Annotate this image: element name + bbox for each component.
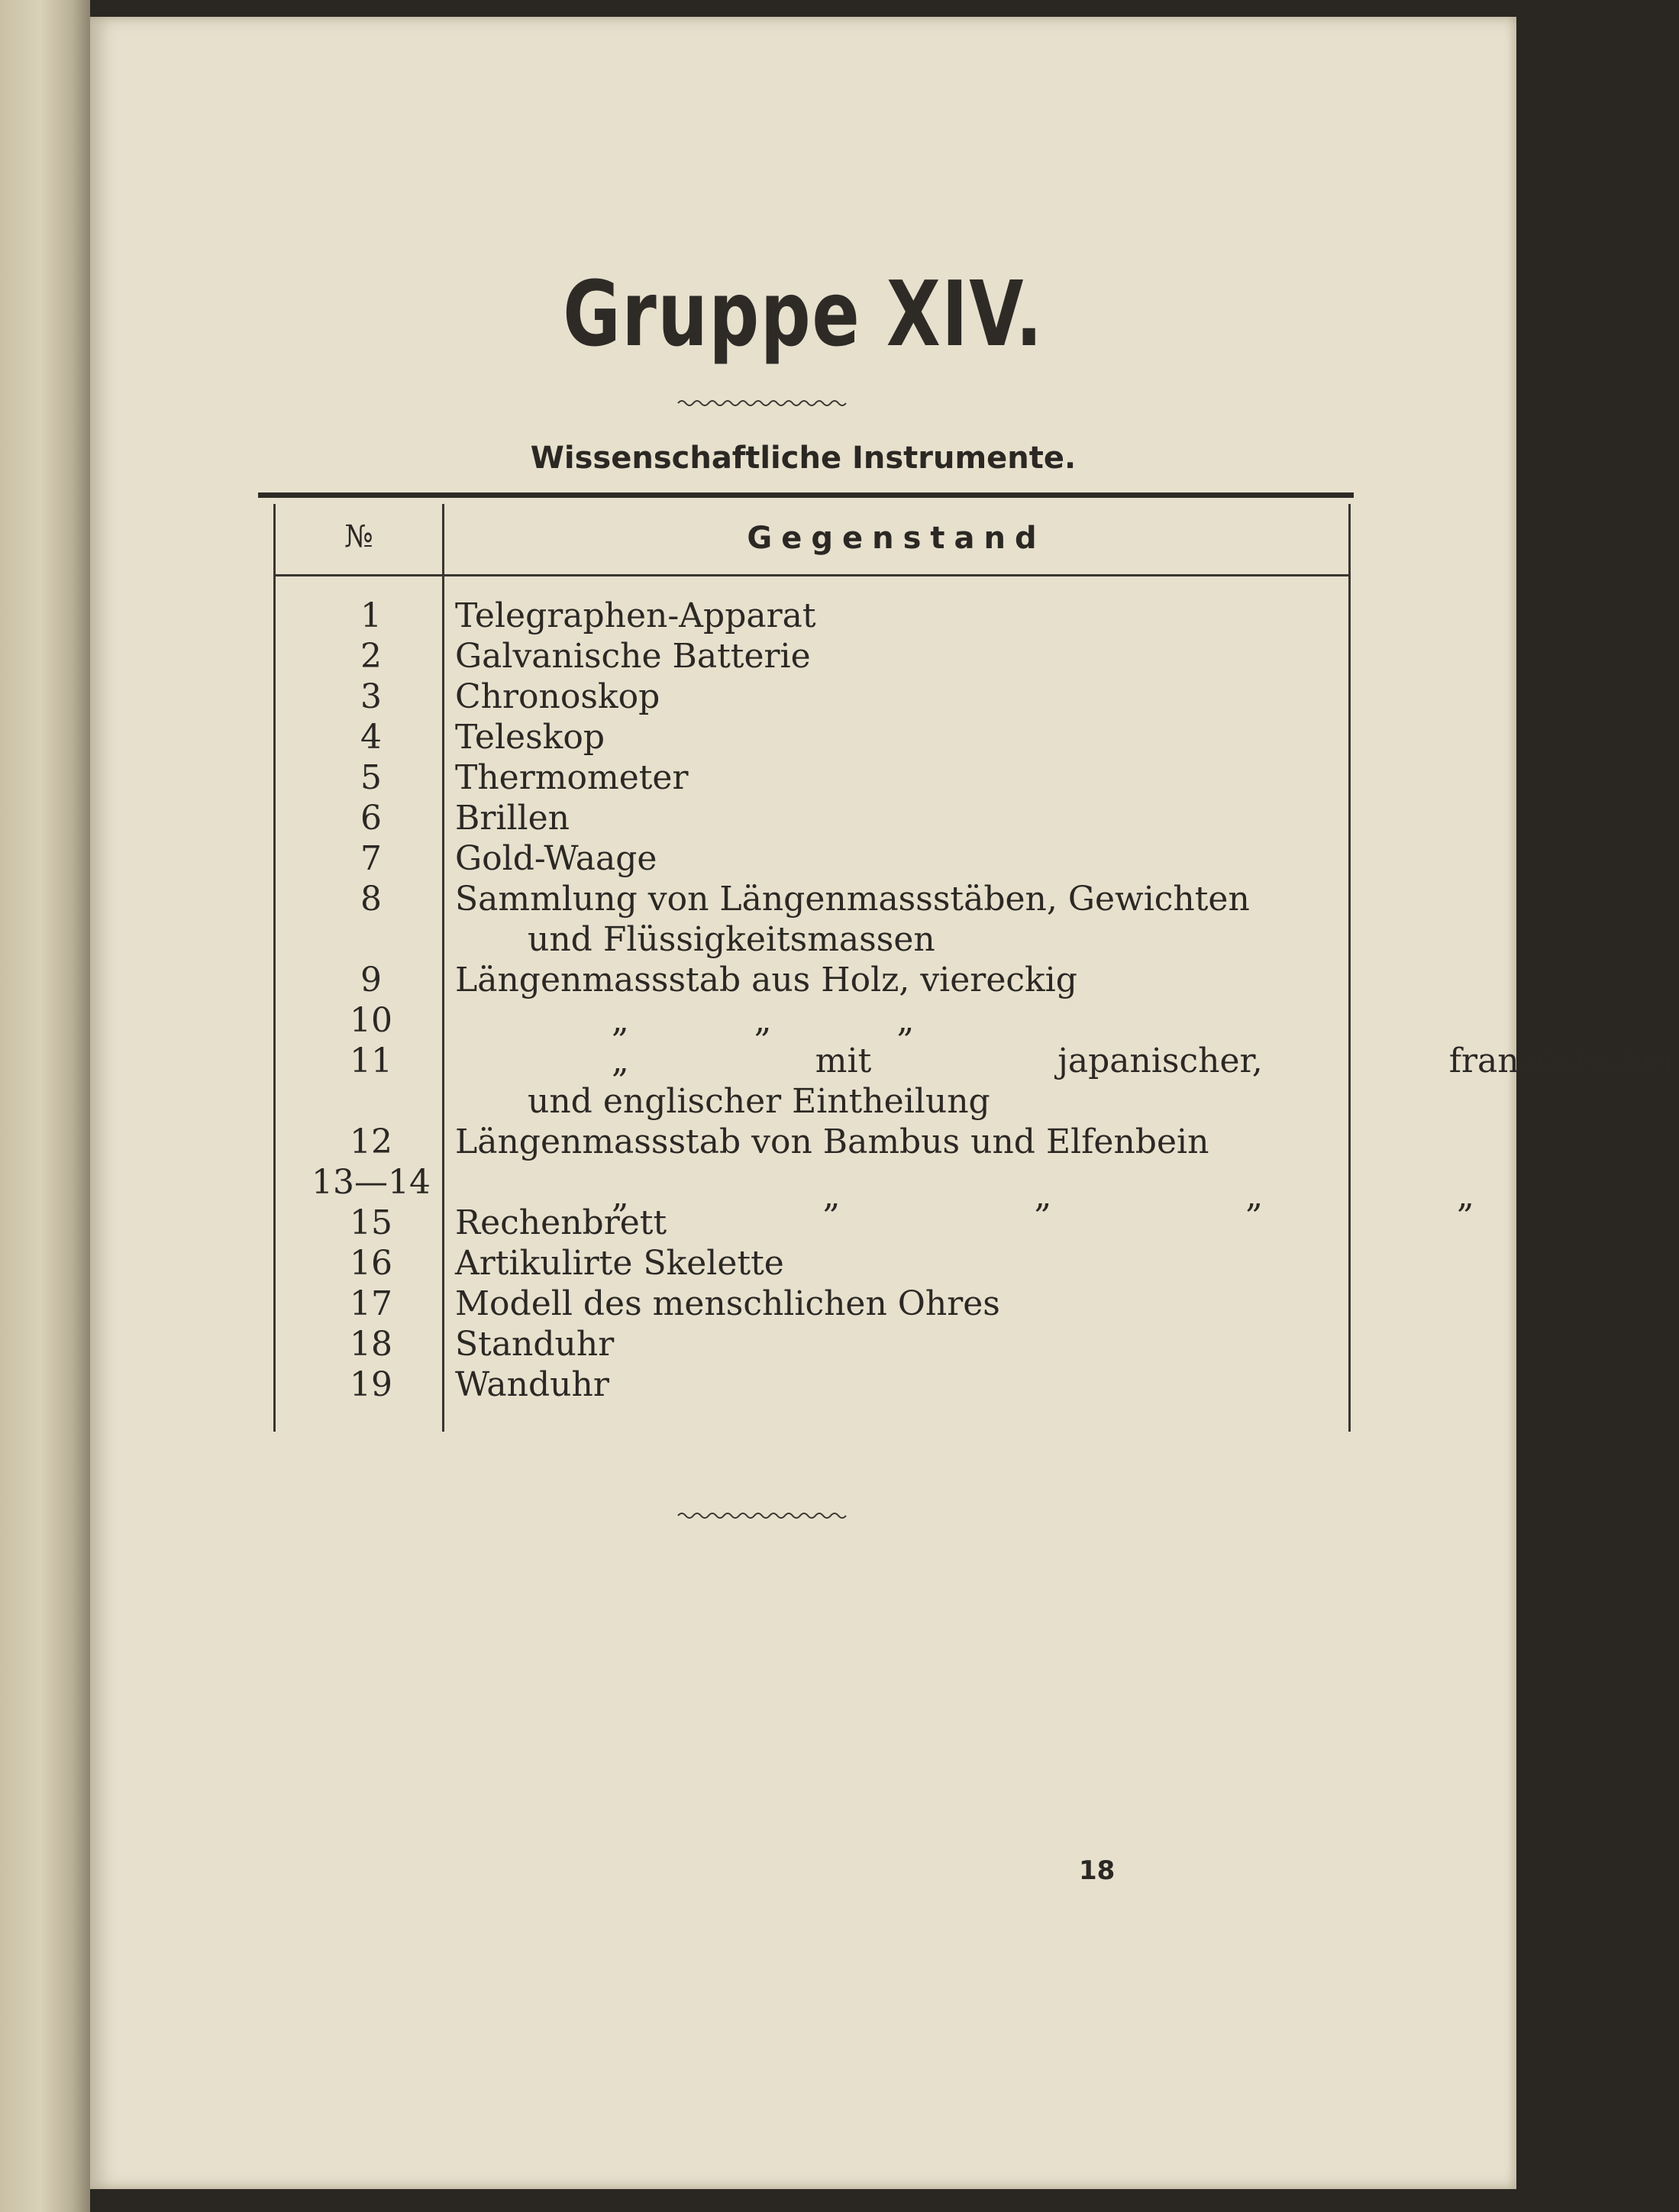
row-number: 7 <box>360 839 382 878</box>
header-rule <box>276 574 1348 576</box>
table-row <box>276 960 1348 1000</box>
row-number: 15 <box>350 1203 392 1242</box>
row-item: Standuhr <box>455 1325 615 1364</box>
row-item: Modell des menschlichen Ohres <box>455 1284 1000 1323</box>
row-number: 2 <box>360 637 382 676</box>
table-row <box>276 636 1348 677</box>
row-number: 19 <box>350 1365 392 1404</box>
row-number: 6 <box>360 799 382 838</box>
column-header-number: № <box>344 519 373 554</box>
table-row <box>276 838 1348 879</box>
row-item-ditto: „ „ „ „ „ <box>612 1177 1474 1216</box>
row-number: 12 <box>350 1122 392 1161</box>
row-item: Artikulirte Skelette <box>455 1244 784 1283</box>
table-row <box>276 677 1348 717</box>
row-item: Längenmassstab aus Holz, viereckig <box>455 961 1077 999</box>
ornament-wavy-line-bottom <box>678 1511 846 1520</box>
row-item: Rechenbrett <box>455 1203 667 1242</box>
row-number: 9 <box>360 961 382 999</box>
row-number: 16 <box>350 1244 392 1283</box>
column-header-item: Gegenstand <box>747 521 1046 556</box>
section-subtitle: Wissenschaftliche Instrumente. <box>530 441 1077 476</box>
catalog-table <box>273 504 1679 1432</box>
row-item: Brillen <box>455 799 570 838</box>
table-row <box>276 1284 1348 1324</box>
table-top-rule <box>258 492 1354 498</box>
row-item: Galvanische Batterie <box>455 637 811 676</box>
row-item: Gold-Waage <box>455 839 657 878</box>
row-number: 13—14 <box>312 1163 431 1202</box>
row-number: 17 <box>350 1284 392 1323</box>
table-row <box>276 717 1348 757</box>
page-sheet <box>90 17 1679 2189</box>
table-row <box>276 879 1348 919</box>
row-number: 18 <box>350 1325 392 1364</box>
row-item: „ mit japanischer, französischer <box>612 1041 1679 1080</box>
row-number: 3 <box>360 677 382 716</box>
row-number: 1 <box>360 596 382 635</box>
row-number: 10 <box>350 1001 392 1040</box>
row-item: Chronoskop <box>455 677 660 716</box>
row-item-continuation: und englischer Eintheilung <box>528 1082 990 1121</box>
table-row <box>276 1324 1348 1364</box>
table-row <box>276 1203 1348 1243</box>
table-row <box>276 1162 1474 1216</box>
row-item: Längenmassstab von Bambus und Elfenbein <box>455 1122 1209 1161</box>
table-row-continuation <box>276 919 1348 960</box>
table-row <box>276 1243 1348 1284</box>
book-binding <box>0 0 90 2212</box>
row-item: Thermometer <box>455 758 689 797</box>
row-item-continuation: und Flüssigkeitsmassen <box>528 920 935 959</box>
page-number: 18 <box>1079 1855 1116 1886</box>
table-row <box>276 798 1348 838</box>
row-item: Telegraphen-Apparat <box>455 596 816 635</box>
row-number: 8 <box>360 880 382 919</box>
ornament-wavy-line-top <box>678 399 846 408</box>
table-row <box>276 757 1348 798</box>
row-item: Sammlung von Längenmassstäben, Gewichten <box>455 880 1250 919</box>
row-item: Teleskop <box>455 718 605 757</box>
table-row <box>276 1364 1348 1405</box>
row-number: 5 <box>360 758 382 797</box>
row-number: 4 <box>360 718 382 757</box>
table-row <box>276 1041 1679 1081</box>
row-item-ditto: „ „ „ <box>612 1001 915 1040</box>
row-number: 11 <box>350 1041 392 1080</box>
table-row <box>276 1000 1348 1041</box>
page-title: Gruppe XIV. <box>563 261 1044 367</box>
table-row <box>276 596 1348 636</box>
row-item: Wanduhr <box>455 1365 609 1404</box>
table-row-continuation <box>276 1081 1348 1122</box>
table-row <box>276 1122 1348 1162</box>
